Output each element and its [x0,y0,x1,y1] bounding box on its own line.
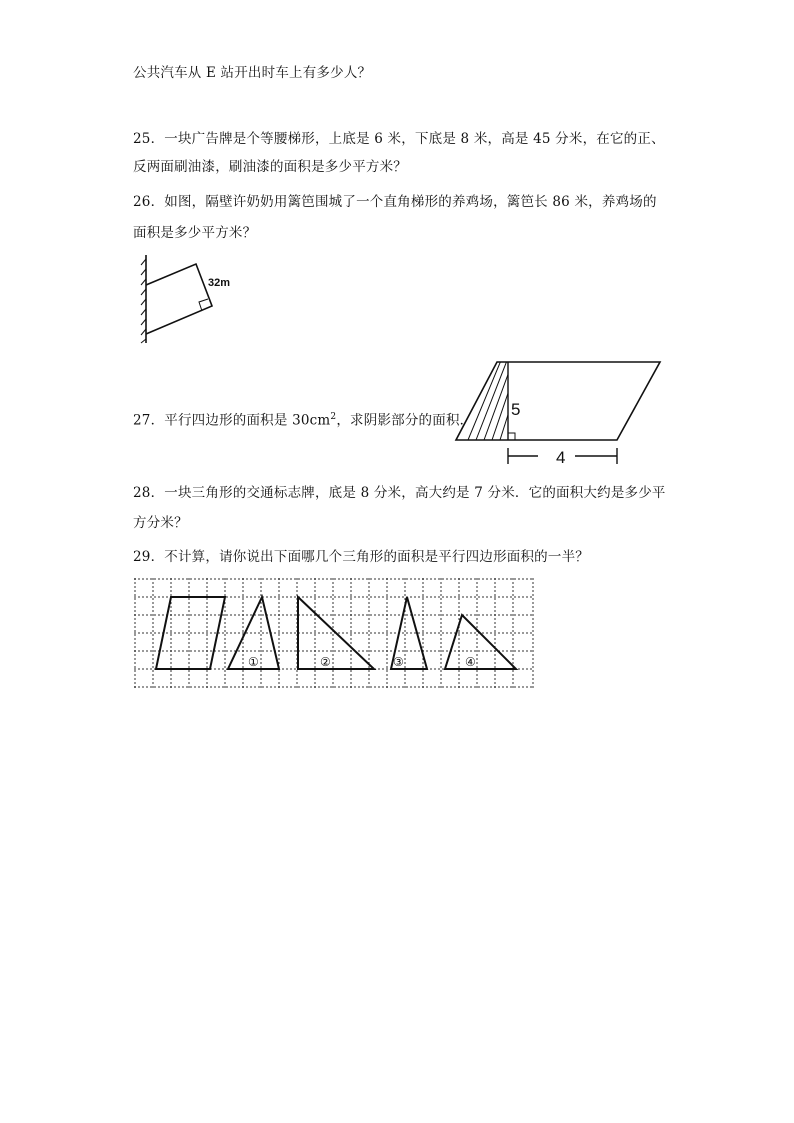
question-text: 公共汽车从 E 站开出时车上有多少人？ [133,65,372,81]
height-label: 5 [511,400,521,419]
question-29-figure [134,578,536,690]
question-26-line-2: 面积是多少平方米？ [133,225,257,241]
triangle-4 [445,615,516,669]
question-27-text [133,408,473,430]
question-25-line-1: 25．一块广告牌是个等腰梯形，上底是 6 米，下底是 8 米，高是 45 分米，在它的正、 [133,131,665,147]
question-27-superscript: 2 [330,412,337,422]
question-29-text: 29．不计算，请你说出下面哪几个三角形的面积是平行四边形面积的一半？ [133,549,589,565]
trapezoid-fence [146,264,212,334]
question-27-figure [450,358,664,470]
question-27-text-after: ，求阴影部分的面积． [336,412,474,429]
question-28-line-2: 方分米？ [133,515,188,531]
question-25-line-2: 反两面刷油漆，刷油漆的面积是多少平方米？ [133,159,407,175]
dotted-grid [134,578,534,688]
question-27-text-before: 27．平行四边形的面积是 30cm [133,412,331,429]
triangle-3-label: ③ [393,655,404,669]
question-28-line-1: 28．一块三角形的交通标志牌，底是 8 分米，高大约是 7 分米．它的面积大约是多少平 [133,485,666,501]
right-angle-mark [508,433,515,440]
question-26-line-1: 26．如图，隔壁许奶奶用篱笆围城了一个直角梯形的养鸡场，篱笆长 86 米，养鸡场的 [133,194,657,210]
triangle-4-label: ④ [465,655,476,669]
triangle-2-label: ② [320,655,331,669]
base-label: 4 [556,448,566,467]
parallelogram [456,362,660,440]
question-26-figure [130,255,250,347]
triangle-1-label: ① [248,655,259,669]
side-label-32m: 32m [208,277,231,289]
